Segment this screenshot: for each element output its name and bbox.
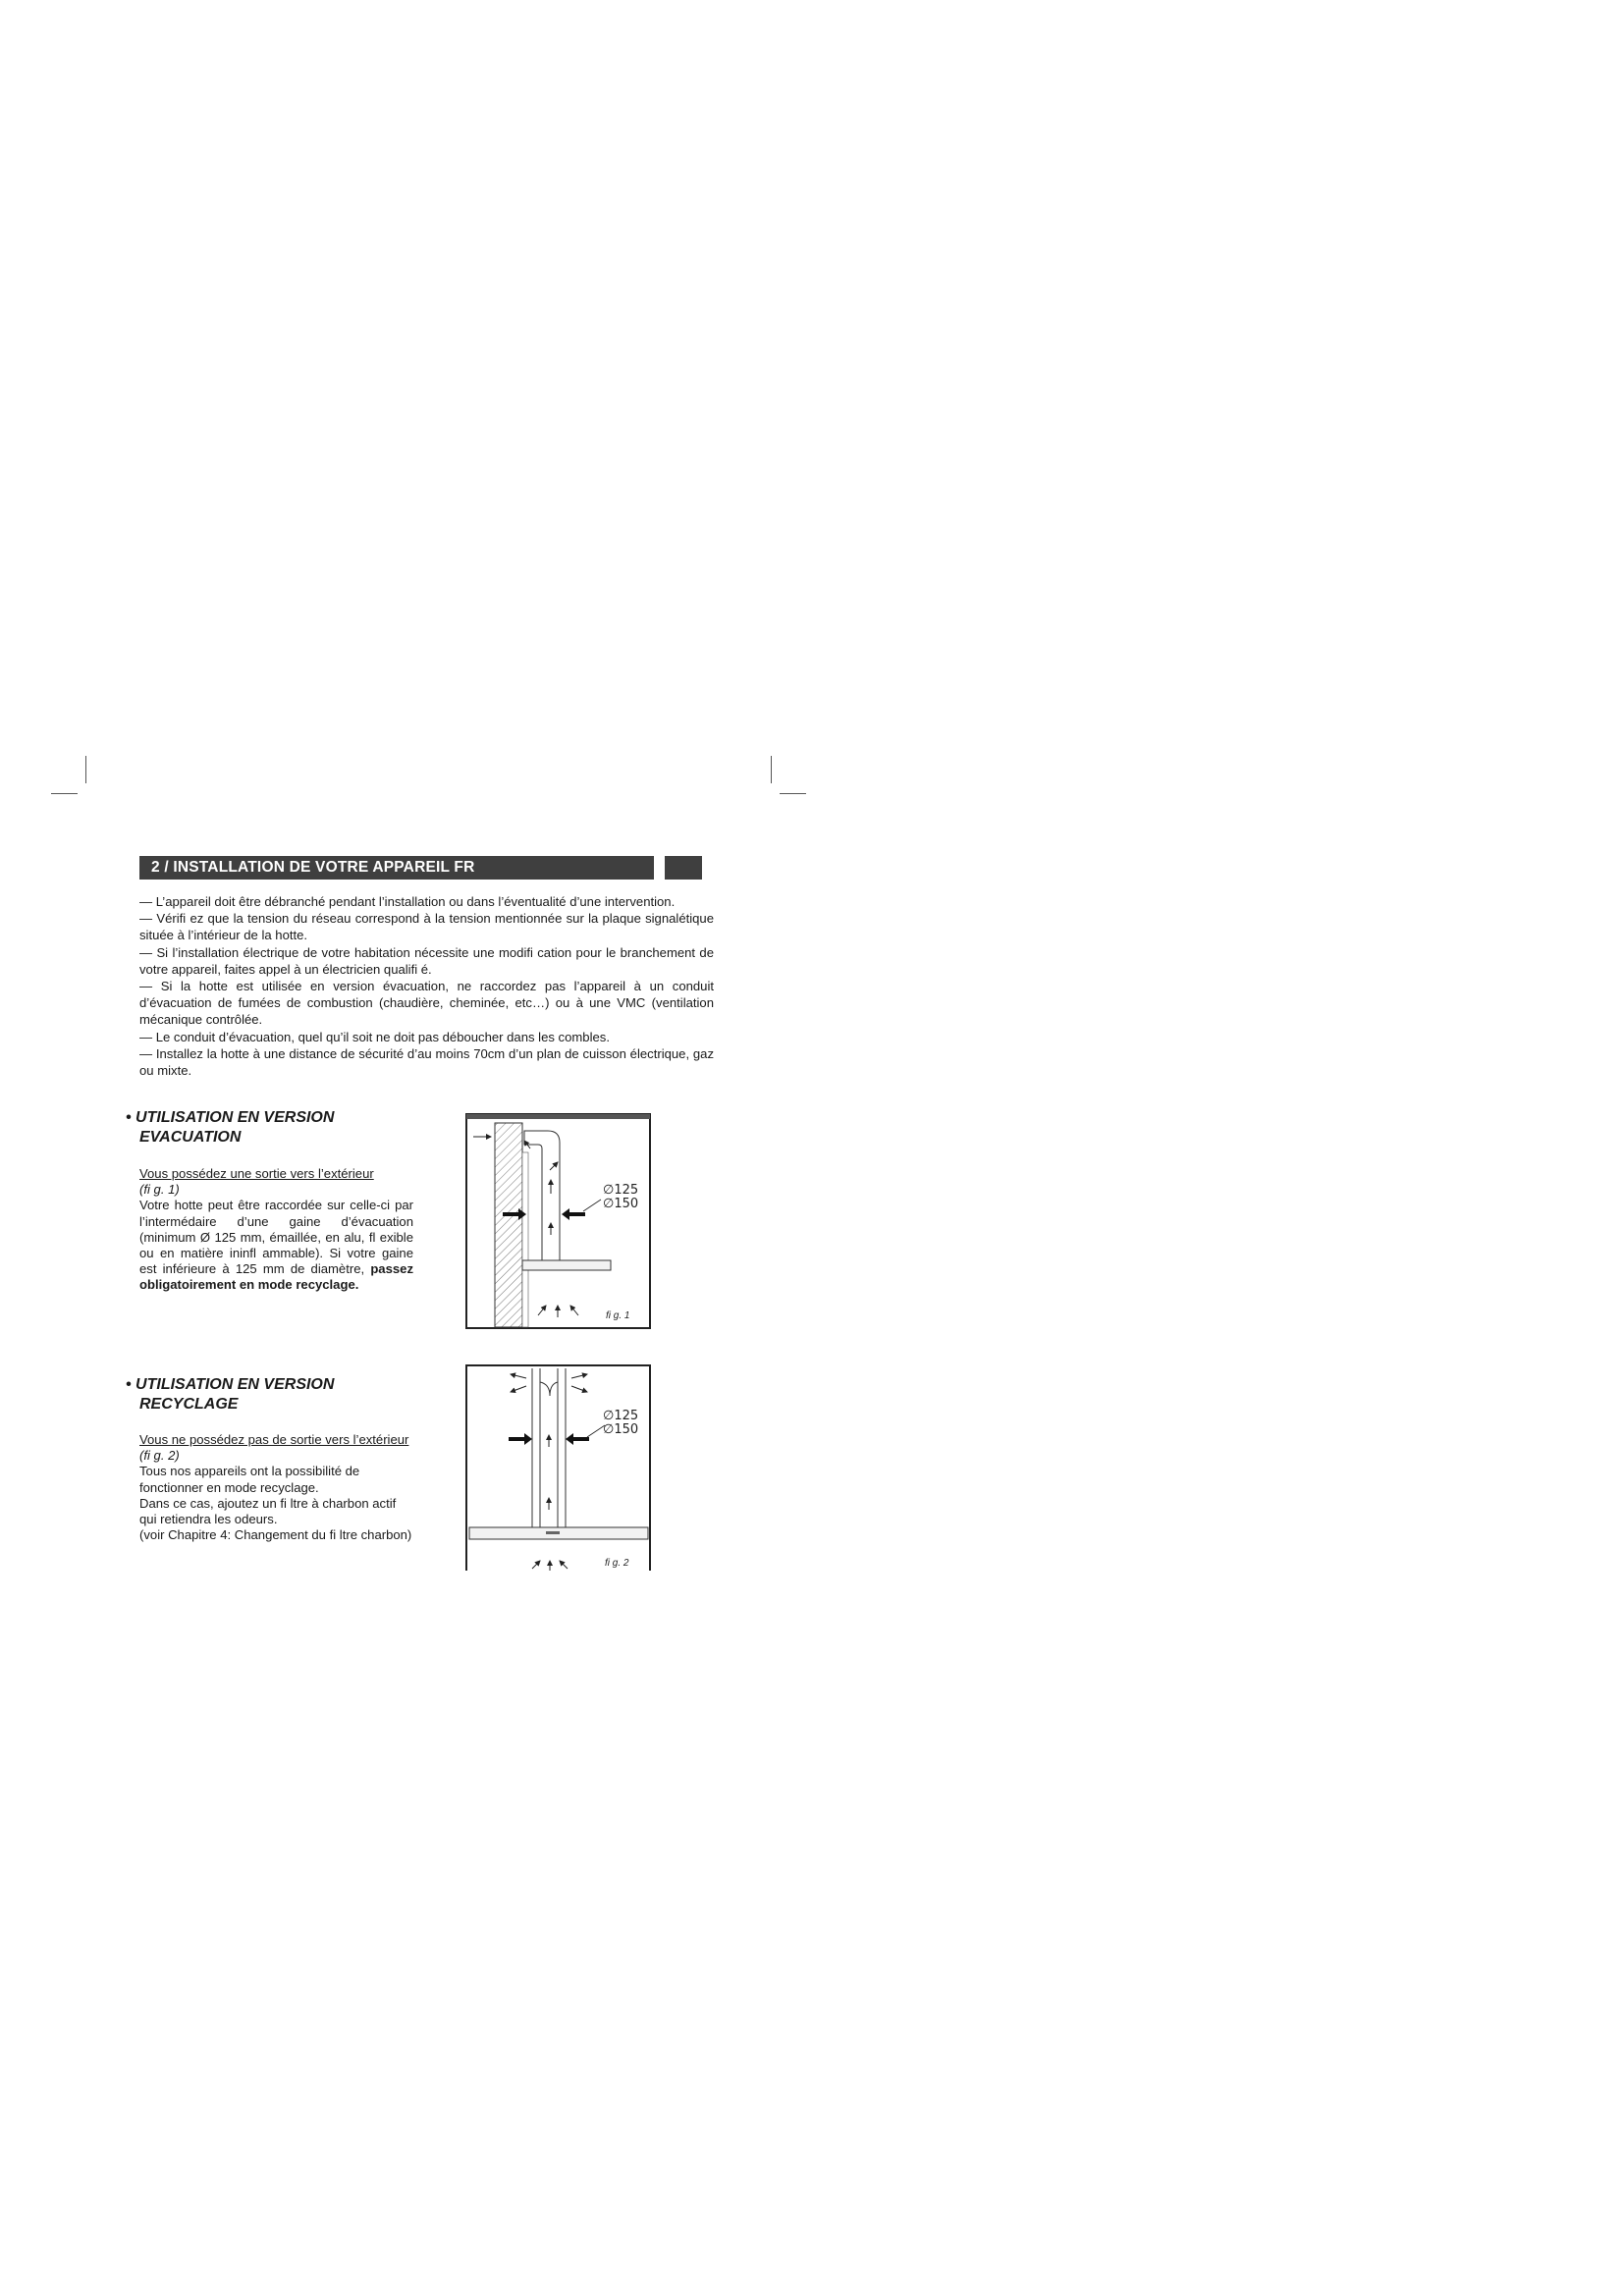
recyclage-line: Tous nos appareils ont la possibilité de fonctionner en mode recyclage.: [139, 1464, 360, 1495]
figure-1-diameter-125: ∅125: [603, 1183, 639, 1198]
evacuation-title-line2: EVACUATION: [139, 1129, 242, 1146]
figure-2-label: fi g. 2: [605, 1558, 629, 1569]
intro-item: — Vérifi ez que la tension du réseau correspond à la tension mentionnée sur la plaque signalétique située à l’intérieur de la hotte.: [139, 911, 714, 943]
recyclage-title-line1: • UTILISATION EN VERSION: [126, 1376, 335, 1393]
wall-inner: [522, 1152, 528, 1327]
figure-2: [465, 1364, 652, 1571]
evacuation-body-text: Votre hotte peut être raccordée sur celle-ci par l’intermédaire d’une gaine d’évacuation (minimum Ø 125 mm, émaillée, en alu, fl exible ou en matière ininfl ammable). Si votre gaine est inférieure à 125 mm de diamètre,: [139, 1198, 413, 1277]
intro-item: — Installez la hotte à une distance de sécurité d’au moins 70cm d’un plan de cuisson électrique, gaz ou mixte.: [139, 1045, 714, 1079]
recyclage-line: Dans ce cas, ajoutez un fi ltre à charbon actif qui retiendra les odeurs.: [139, 1495, 397, 1527]
evacuation-subtitle: Vous possédez une sortie vers l’extérieur: [139, 1166, 374, 1181]
recyclage-text: [139, 1432, 413, 1543]
intro-item: — Si la hotte est utilisée en version évacuation, ne raccordez pas l’appareil à un conduit d’évacuation de fumées de combustion (chaudière, cheminée, etc…) ou à une VMC (ventilation mécanique contrôlée.: [139, 979, 714, 1028]
figure-1-top-band: [466, 1114, 650, 1119]
recyclage-title-line2: RECYCLAGE: [139, 1396, 239, 1413]
recyclage-title: [126, 1375, 334, 1415]
section-header-tab: [665, 856, 702, 880]
hood-body: [522, 1260, 611, 1270]
intro-warnings: [139, 893, 714, 1079]
recyclage-subtitle: Vous ne possédez pas de sortie vers l’extérieur: [139, 1432, 409, 1447]
intro-item: — Le conduit d’évacuation, quel qu’il soit ne doit pas déboucher dans les combles.: [139, 1029, 610, 1044]
recyclage-fig-ref: (fi g. 2): [139, 1448, 180, 1464]
figure-2-diameter-125: ∅125: [603, 1409, 639, 1423]
evacuation-body: [139, 1198, 413, 1293]
intro-item: — L’appareil doit être débranché pendant l’installation ou dans l’éventualité d’une intervention.: [139, 894, 676, 909]
wall: [495, 1123, 522, 1327]
crop-mark-left-horizontal: [51, 793, 78, 794]
evacuation-fig-ref: (fi g. 1): [139, 1182, 180, 1198]
evacuation-title: [126, 1108, 334, 1148]
section-header: 2 / INSTALLATION DE VOTRE APPAREIL FR: [139, 856, 654, 880]
figure-1-label: fi g. 1: [606, 1310, 630, 1321]
figure-1: [465, 1113, 652, 1329]
evacuation-title-line1: • UTILISATION EN VERSION: [126, 1109, 335, 1126]
crop-mark-left-vertical: [85, 756, 86, 783]
recyclage-line: (voir Chapitre 4: Changement du fi ltre charbon): [139, 1527, 412, 1543]
crop-mark-right-vertical: [771, 756, 772, 783]
evacuation-text: [139, 1166, 413, 1294]
intro-item: — Si l’installation électrique de votre habitation nécessite une modifi cation pour le branchement de votre appareil, faites appel à un électricien qualifi é.: [139, 944, 714, 977]
evacuation-body-bold: passez obligatoirement en mode recyclage.: [139, 1261, 413, 1293]
figure-1-diameter-150: ∅150: [603, 1197, 639, 1211]
crop-mark-right-horizontal: [780, 793, 806, 794]
figure-2-diameter-150: ∅150: [603, 1422, 639, 1437]
